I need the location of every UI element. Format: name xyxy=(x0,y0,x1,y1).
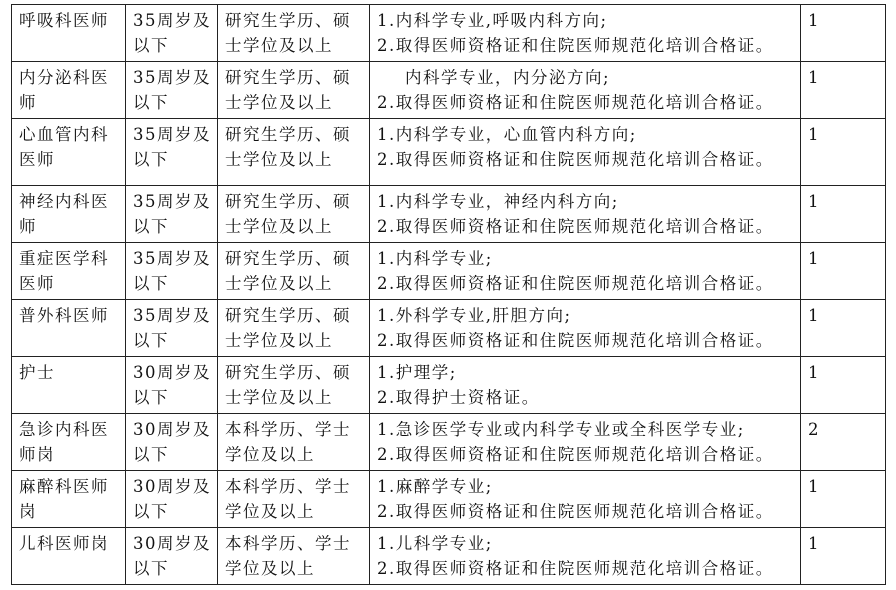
table-row xyxy=(12,414,886,471)
post-cell: 护士 xyxy=(12,357,126,414)
count-cell: 1 xyxy=(801,243,886,300)
count-cell: 1 xyxy=(801,119,886,186)
post-cell: 普外科医师 xyxy=(12,300,126,357)
post-cell: 心血管内科医师 xyxy=(12,119,126,186)
post-cell: 儿科医师岗 xyxy=(12,528,126,585)
count-cell: 2 xyxy=(801,414,886,471)
requirements-cell xyxy=(370,5,801,62)
requirement-line: 2.取得医师资格证和住院医师规范化培训合格证。 xyxy=(377,559,774,578)
table-body xyxy=(12,5,886,585)
table-row xyxy=(12,62,886,119)
requirement-line: 2.取得医师资格证和住院医师规范化培训合格证。 xyxy=(377,93,774,112)
age-cell: 30周岁及以下 xyxy=(126,414,218,471)
count-cell: 1 xyxy=(801,62,886,119)
requirement-line: 1.外科学专业,肝胆方向; xyxy=(377,306,572,325)
age-cell: 35周岁及以下 xyxy=(126,243,218,300)
post-cell: 麻醉科医师岗 xyxy=(12,471,126,528)
requirement-line: 1.内科学专业,呼吸内科方向; xyxy=(377,11,608,30)
requirement-line: 1.内科学专业，心血管内科方向; xyxy=(377,125,637,144)
requirement-line: 1.护理学; xyxy=(377,363,457,382)
education-cell: 本科学历、学士学位及以上 xyxy=(218,471,370,528)
education-cell: 研究生学历、硕士学位及以上 xyxy=(218,243,370,300)
requirements-cell xyxy=(370,119,801,186)
table-row xyxy=(12,119,886,186)
age-cell: 30周岁及以下 xyxy=(126,357,218,414)
requirement-line: 1.内科学专业，神经内科方向; xyxy=(377,192,619,211)
requirements-cell xyxy=(370,528,801,585)
age-cell: 35周岁及以下 xyxy=(126,300,218,357)
education-cell: 研究生学历、硕士学位及以上 xyxy=(218,357,370,414)
post-cell: 呼吸科医师 xyxy=(12,5,126,62)
requirement-line: 2.取得医师资格证和住院医师规范化培训合格证。 xyxy=(377,274,774,293)
requirements-cell xyxy=(370,186,801,243)
post-cell: 急诊内科医师岗 xyxy=(12,414,126,471)
requirements-cell xyxy=(370,357,801,414)
requirements-cell xyxy=(370,471,801,528)
requirement-line: 1.麻醉学专业; xyxy=(377,477,493,496)
requirement-line: 1.内科学专业; xyxy=(377,249,493,268)
count-cell: 1 xyxy=(801,186,886,243)
post-cell: 内分泌科医师 xyxy=(12,62,126,119)
requirement-line: 2.取得医师资格证和住院医师规范化培训合格证。 xyxy=(377,217,774,236)
age-cell: 35周岁及以下 xyxy=(126,62,218,119)
count-cell: 1 xyxy=(801,357,886,414)
age-cell: 35周岁及以下 xyxy=(126,186,218,243)
education-cell: 研究生学历、硕士学位及以上 xyxy=(218,300,370,357)
requirement-line: 2.取得护士资格证。 xyxy=(377,388,540,407)
table-row xyxy=(12,186,886,243)
education-cell: 研究生学历、硕士学位及以上 xyxy=(218,62,370,119)
table-row xyxy=(12,300,886,357)
requirement-line: 2.取得医师资格证和住院医师规范化培训合格证。 xyxy=(377,502,774,521)
age-cell: 30周岁及以下 xyxy=(126,471,218,528)
recruitment-table xyxy=(11,4,886,585)
table-row xyxy=(12,5,886,62)
age-cell: 30周岁及以下 xyxy=(126,528,218,585)
post-cell: 重症医学科医师 xyxy=(12,243,126,300)
table-row xyxy=(12,471,886,528)
requirement-line: 2.取得医师资格证和住院医师规范化培训合格证。 xyxy=(377,36,774,55)
table-row xyxy=(12,243,886,300)
count-cell: 1 xyxy=(801,300,886,357)
requirement-line: 内科学专业，内分泌方向; xyxy=(405,68,611,87)
count-cell: 1 xyxy=(801,471,886,528)
education-cell: 研究生学历、硕士学位及以上 xyxy=(218,5,370,62)
education-cell: 研究生学历、硕士学位及以上 xyxy=(218,119,370,186)
requirement-line: 2.取得医师资格证和住院医师规范化培训合格证。 xyxy=(377,331,774,350)
requirements-cell xyxy=(370,300,801,357)
count-cell: 1 xyxy=(801,5,886,62)
table-row xyxy=(12,357,886,414)
education-cell: 本科学历、学士学位及以上 xyxy=(218,414,370,471)
requirement-line: 2.取得医师资格证和住院医师规范化培训合格证。 xyxy=(377,445,774,464)
requirements-cell xyxy=(370,243,801,300)
requirement-line: 2.取得医师资格证和住院医师规范化培训合格证。 xyxy=(377,150,774,169)
age-cell: 35周岁及以下 xyxy=(126,5,218,62)
education-cell: 研究生学历、硕士学位及以上 xyxy=(218,186,370,243)
requirement-line: 1.儿科学专业; xyxy=(377,534,493,553)
table-row xyxy=(12,528,886,585)
requirements-cell xyxy=(370,414,801,471)
requirement-line: 1.急诊医学专业或内科学专业或全科医学专业; xyxy=(377,420,745,439)
count-cell: 1 xyxy=(801,528,886,585)
education-cell: 本科学历、学士学位及以上 xyxy=(218,528,370,585)
post-cell: 神经内科医师 xyxy=(12,186,126,243)
requirements-cell xyxy=(370,62,801,119)
age-cell: 35周岁及以下 xyxy=(126,119,218,186)
